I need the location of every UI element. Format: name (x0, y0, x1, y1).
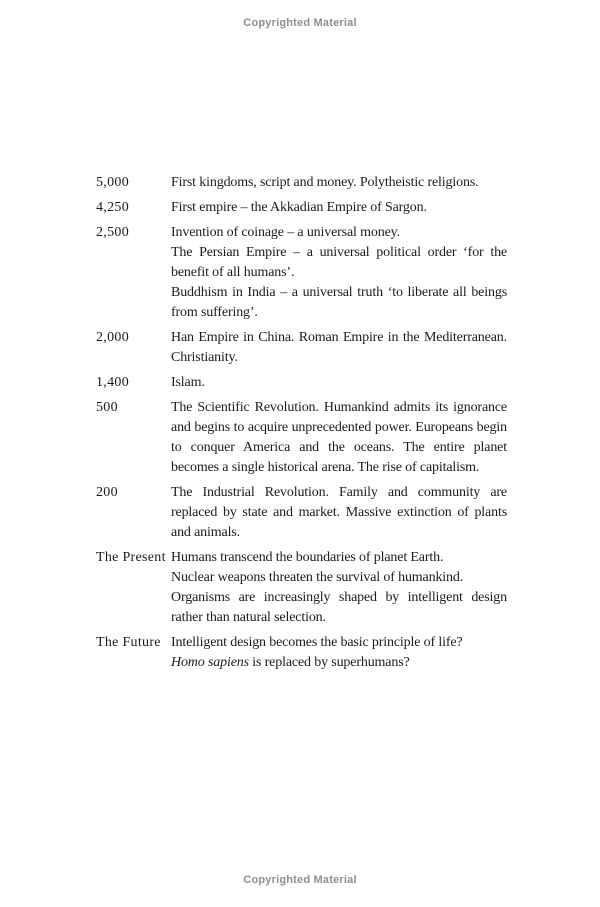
timeline-entry (96, 398, 507, 478)
timeline-year-label: 5,000 (96, 175, 129, 190)
timeline-year-label: 200 (96, 485, 118, 500)
timeline-description (171, 173, 507, 193)
timeline-entry (96, 173, 507, 193)
timeline-description (171, 398, 507, 478)
timeline-paragraph: First kingdoms, script and money. Polytheistic religions. (171, 175, 479, 190)
timeline-paragraph: Intelligent design becomes the basic principle of life? (171, 635, 463, 650)
timeline-paragraph: Nuclear weapons threaten the survival of humankind. (171, 570, 464, 585)
timeline-entry (96, 373, 507, 393)
timeline-year-label: 4,250 (96, 200, 129, 215)
timeline-entry (96, 223, 507, 323)
timeline-entry (96, 633, 507, 673)
timeline-paragraph: Buddhism in India – a universal truth ‘to liberate all beings from suffering’. (171, 285, 507, 320)
timeline-description (171, 328, 507, 368)
copyright-watermark-bottom: Copyrighted Material (243, 874, 357, 886)
timeline-paragraph: Homo sapiens is replaced by superhumans? (171, 655, 410, 670)
history-timeline (96, 173, 507, 678)
timeline-year-label: 500 (96, 400, 118, 415)
timeline-description (171, 633, 507, 673)
timeline-paragraph: Han Empire in China. Roman Empire in the Mediterranean. Christianity. (171, 330, 507, 365)
timeline-description (171, 548, 507, 628)
timeline-paragraph: Organisms are increasingly shaped by intelligent design rather than natural selection. (171, 590, 507, 625)
timeline-paragraph: Humans transcend the boundaries of planet Earth. (171, 550, 444, 565)
timeline-description (171, 198, 507, 218)
timeline-year-label: 2,000 (96, 330, 129, 345)
timeline-paragraph: The Persian Empire – a universal political order ‘for the benefit of all humans’. (171, 245, 507, 280)
copyright-watermark-top: Copyrighted Material (243, 17, 357, 29)
timeline-description (171, 373, 507, 393)
timeline-entry (96, 198, 507, 218)
timeline-year-label: The Present (96, 550, 166, 565)
timeline-year-label: The Future (96, 635, 161, 650)
timeline-description (171, 483, 507, 543)
timeline-year-label: 1,400 (96, 375, 129, 390)
timeline-description (171, 223, 507, 323)
timeline-entry (96, 328, 507, 368)
timeline-year-label: 2,500 (96, 225, 129, 240)
timeline-paragraph: Invention of coinage – a universal money. (171, 225, 400, 240)
timeline-paragraph: Islam. (171, 375, 205, 390)
timeline-paragraph: The Industrial Revolution. Family and community are replaced by state and market. Massive extinction of plants and animals. (171, 485, 507, 540)
timeline-entry (96, 548, 507, 628)
timeline-paragraph: First empire – the Akkadian Empire of Sargon. (171, 200, 427, 215)
timeline-paragraph: The Scientific Revolution. Humankind admits its ignorance and begins to acquire unprecedented power. Europeans begin to conquer America and the oceans. The entire planet becomes a single historical arena. The rise of capitalism. (171, 400, 507, 475)
timeline-entry (96, 483, 507, 543)
